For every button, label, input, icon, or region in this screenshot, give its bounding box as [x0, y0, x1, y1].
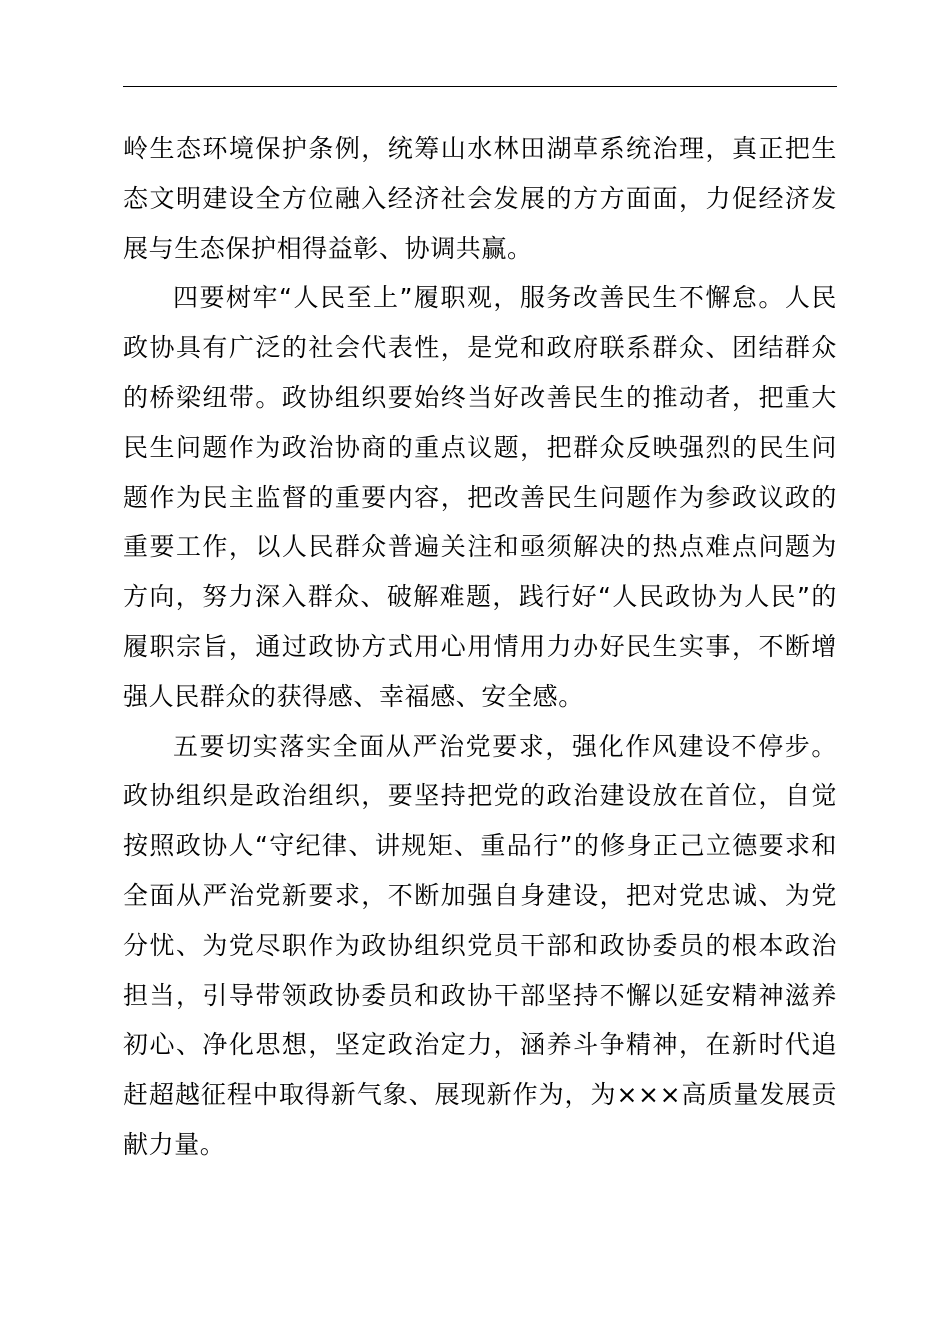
- paragraph-continuation: 岭生态环境保护条例，统筹山水林田湖草系统治理，真正把生态文明建设全方位融入经济社会发展的方方面面，力促经济发展与生态保护相得益彰、协调共赢。: [123, 134, 837, 263]
- header-rule: [123, 86, 837, 87]
- paragraph-point-five: 五要切实落实全面从严治党要求，强化作风建设不停步。政协组织是政治组织，要坚持把党的政治建设放在首位，自觉按照政协人“守纪律、讲规矩、重品行”的修身正己立德要求和全面从严治党新要求，不断加强自身建设，把对党忠诚、为党分忧、为党尽职作为政协组织党员干部和政协委员的根本政治担当，引导带领政协委员和政协干部坚持不懈以延安精神滋养初心、净化思想，坚定政治定力，涵养斗争精神，在新时代追赶超越征程中取得新气象、展现新作为，为×××高质量发展贡献力量。: [123, 731, 837, 1159]
- paragraph-point-four: 四要树牢“人民至上”履职观，服务改善民生不懈怠。人民政协具有广泛的社会代表性，是党和政府联系群众、团结群众的桥梁纽带。政协组织要始终当好改善民生的推动者，把重大民生问题作为政治协商的重点议题，把群众反映强烈的民生问题作为民主监督的重要内容，把改善民生问题作为参政议政的重要工作，以人民群众普遍关注和亟须解决的热点难点问题为方向，努力深入群众、破解难题，践行好“人民政协为人民”的履职宗旨，通过政协方式用心用情用力办好民生实事，不断增强人民群众的获得感、幸福感、安全感。: [123, 283, 837, 711]
- body-text: [123, 124, 837, 1170]
